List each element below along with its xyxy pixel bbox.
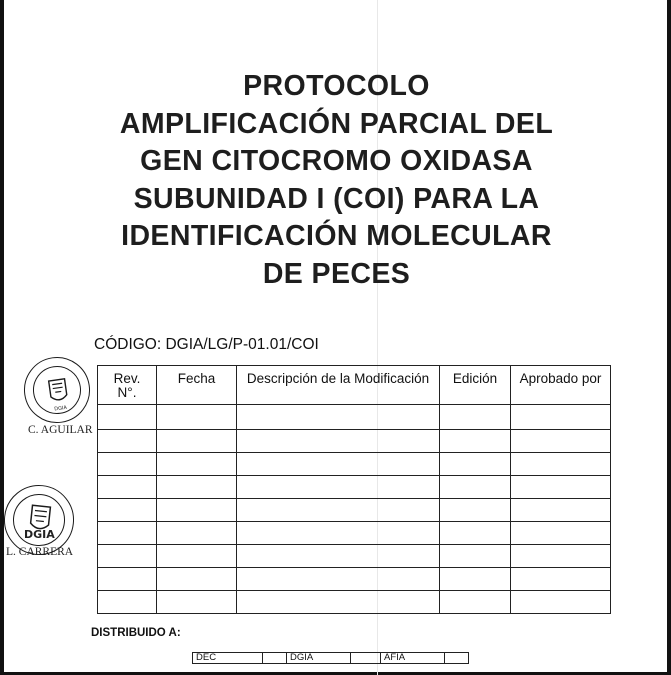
distribution-cell [445, 653, 469, 664]
header-rev-line1: Rev. [113, 371, 141, 386]
revision-table-cell [511, 405, 611, 430]
revision-table-cell [237, 430, 440, 453]
revision-table-cell [157, 476, 237, 499]
revision-table-row [98, 430, 611, 453]
revision-table-cell [511, 476, 611, 499]
revision-table-cell [157, 499, 237, 522]
stamp-signature-name: L. CARRERA [6, 546, 74, 558]
revision-table-row [98, 591, 611, 614]
revision-table-cell [440, 405, 511, 430]
revision-table-cell [237, 545, 440, 568]
revision-table-cell [98, 499, 157, 522]
header-aprobado: Aprobado por [511, 366, 611, 405]
document-code: CÓDIGO: DGIA/LG/P-01.01/COI [94, 336, 319, 353]
header-rev-number [98, 366, 157, 405]
title-line: SUBUNIDAD I (COI) PARA LA [133, 182, 540, 215]
revision-table-cell [98, 476, 157, 499]
revision-table-cell [237, 476, 440, 499]
revision-table-row [98, 453, 611, 476]
revision-table-cell [98, 453, 157, 476]
revision-table-cell [237, 591, 440, 614]
revision-table-cell [440, 453, 511, 476]
revision-table-row [98, 568, 611, 591]
revision-table-cell [98, 405, 157, 430]
title-line: PROTOCOLO [243, 70, 430, 102]
revision-table-cell [440, 545, 511, 568]
distribution-cell: AFIA [381, 653, 445, 664]
document-title [64, 68, 609, 293]
revision-table-cell [440, 591, 511, 614]
revision-table-cell [511, 453, 611, 476]
title-line: AMPLIFICACIÓN PARCIAL DEL [119, 107, 554, 140]
title-line: IDENTIFICACIÓN MOLECULAR [121, 220, 552, 252]
revision-table-cell [98, 568, 157, 591]
header-edicion: Edición [440, 366, 511, 405]
revision-table-cell [157, 453, 237, 476]
distribution-cell [263, 653, 287, 664]
revision-table-cell [511, 522, 611, 545]
revision-table-cell [511, 499, 611, 522]
revision-table-cell [237, 453, 440, 476]
revision-table [97, 365, 611, 614]
revision-table-row [98, 499, 611, 522]
distribution-cell: DGIA [287, 653, 351, 664]
revision-table-cell [237, 405, 440, 430]
revision-table-cell [511, 545, 611, 568]
header-descripcion: Descripción de la Modificación [237, 366, 440, 405]
revision-table-cell [440, 522, 511, 545]
revision-table-cell [440, 476, 511, 499]
distribution-label: DISTRIBUIDO A: [91, 627, 181, 639]
revision-table-row [98, 522, 611, 545]
header-rev-line2: N°. [117, 385, 137, 400]
distribution-cell: DEC [193, 653, 263, 664]
revision-table-cell [98, 522, 157, 545]
revision-table-row [98, 476, 611, 499]
revision-table-cell [157, 568, 237, 591]
header-fecha: Fecha [157, 366, 237, 405]
revision-table-row [98, 405, 611, 430]
revision-table-cell [157, 591, 237, 614]
revision-table-cell [98, 591, 157, 614]
revision-table-cell [237, 568, 440, 591]
title-line: GEN CITOCROMO OXIDASA [140, 145, 533, 177]
distribution-list [192, 652, 469, 664]
institution-seal-stamp [20, 353, 95, 428]
revision-table-cell [157, 405, 237, 430]
revision-table-cell [440, 499, 511, 522]
revision-table-cell [157, 430, 237, 453]
stamp-signature-name: C. AGUILAR [28, 424, 93, 436]
revision-table-cell [511, 591, 611, 614]
stamp-center-label: DGIA [24, 528, 55, 541]
revision-table-cell [511, 430, 611, 453]
revision-table-cell [440, 430, 511, 453]
title-line: DE PECES [262, 257, 411, 290]
revision-table-header [98, 366, 611, 405]
revision-table-row [98, 545, 611, 568]
revision-table-cell [98, 545, 157, 568]
revision-table-cell [157, 522, 237, 545]
distribution-cell [351, 653, 381, 664]
revision-table-cell [440, 568, 511, 591]
revision-table-cell [157, 545, 237, 568]
svg-text:DGIA: DGIA [53, 404, 68, 413]
revision-table-cell [98, 430, 157, 453]
revision-table-cell [237, 522, 440, 545]
revision-table-cell [511, 568, 611, 591]
revision-table-cell [237, 499, 440, 522]
